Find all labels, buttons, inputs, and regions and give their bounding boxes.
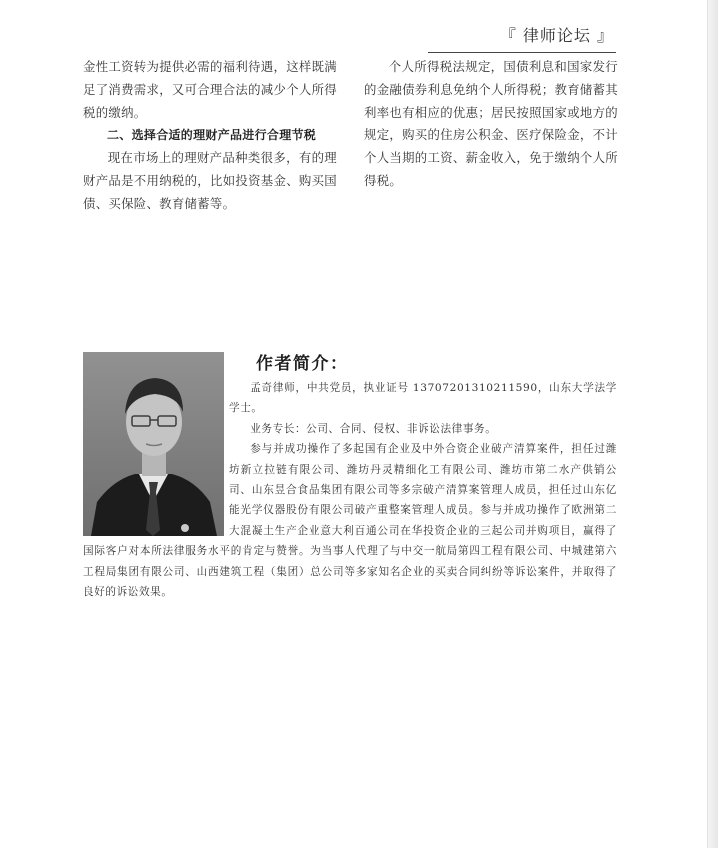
left-column — [83, 56, 337, 216]
bio-paragraph-2: 业务专长：公司、合同、侵权、非诉讼法律事务。 — [250, 422, 497, 435]
author-bio — [83, 378, 617, 602]
bio-paragraph-3: 参与并成功操作了多起国有企业及中外合资企业破产清算案件，担任过潍坊新立拉链有限公司、潍坊丹灵精细化工有限公司、潍坊市第二水产供销公司、山东昱合食品集团有限公司等多宗破产清算案管理人成员，担任过山东亿能光学仪器股份有限公司破产重整案管理人成员。参与并成功操作了欧洲第二大混凝土生产企业意大利百通公司在华投资企业的三起公司并购项目，赢得了国际客户对本所法律服务水平的肯定与赞誉。为当事人代理了与中交一航局第四工程有限公司、中城建第六工程局集团有限公司、山西建筑工程（集团）总公司等多家知名企业的买卖合同纠纷等诉讼案件，并取得了良好的诉讼效果。 — [83, 443, 617, 599]
photo-spacer — [83, 378, 229, 538]
left-paragraph-2: 现在市场上的理财产品种类很多，有的理财产品是不用纳税的，比如投资基金、购买国债、买保险、教育储蓄等。 — [83, 150, 337, 211]
section-subheading: 二、选择合适的理财产品进行合理节税 — [107, 128, 317, 143]
right-paragraph-1: 个人所得税法规定，国债利息和国家发行的金融债券利息免纳个人所得税；教育储蓄其利率也有相应的优惠；居民按照国家或地方的规定，购买的住房公积金、医疗保险金，不计个人当期的工资、薪金收入，免于缴纳个人所得税。 — [364, 59, 618, 188]
bio-paragraph-1: 孟奇律师，中共党员，执业证号 13707201310211590，山东大学法学学士。 — [229, 382, 617, 415]
page-edge — [707, 0, 718, 848]
right-column — [364, 56, 618, 193]
left-paragraph-1: 金性工资转为提供必需的福利待遇，这样既满足了消费需求，又可合理合法的减少个人所得税的缴纳。 — [83, 59, 337, 120]
author-bio-title: 作者简介： — [256, 354, 349, 374]
section-title: 『 律师论坛 』 — [499, 26, 614, 45]
page-header — [428, 20, 616, 53]
